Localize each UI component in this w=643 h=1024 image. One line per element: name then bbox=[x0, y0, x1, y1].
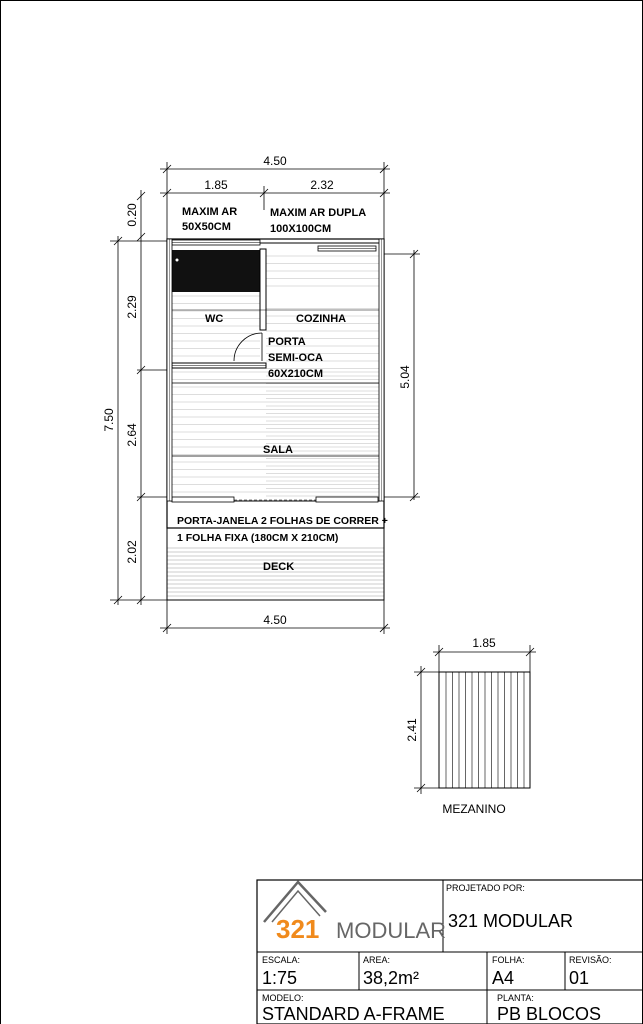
revisao-label: REVISÃO: bbox=[569, 955, 612, 965]
dim-left-deck: 2.02 bbox=[125, 540, 139, 564]
sliding-door-leaf-1 bbox=[172, 497, 234, 502]
folha-value: A4 bbox=[492, 968, 515, 988]
dim-top-total: 4.50 bbox=[263, 154, 287, 168]
label-window-double-2: 100X100CM bbox=[270, 223, 332, 235]
label-sala: SALA bbox=[263, 444, 293, 456]
dim-top-left: 1.85 bbox=[204, 178, 228, 192]
mezanino-label: MEZANINO bbox=[442, 802, 506, 816]
mezanino-plan bbox=[405, 636, 536, 816]
label-window-small-2: 50X50CM bbox=[182, 221, 231, 233]
dim-left-sala: 2.64 bbox=[125, 423, 139, 447]
wc-fixture bbox=[172, 250, 260, 292]
mezanino-height-dim: 2.41 bbox=[405, 718, 419, 742]
label-deck: DECK bbox=[263, 561, 295, 573]
mezanino-width-dim: 1.85 bbox=[472, 636, 496, 650]
logo-number: 321 bbox=[276, 914, 320, 944]
modelo-label: MODELO: bbox=[262, 993, 304, 1003]
planta-label: PLANTA: bbox=[497, 993, 534, 1003]
revisao-value: 01 bbox=[569, 968, 590, 988]
label-window-small-1: MAXIM AR bbox=[182, 206, 238, 218]
dim-right-inner: 5.04 bbox=[398, 365, 412, 389]
door-swing bbox=[234, 333, 262, 361]
title-block-text bbox=[262, 883, 612, 1024]
label-porta-janela-2: 1 FOLHA FIXA (180CM X 210CM) bbox=[177, 532, 339, 544]
label-porta-3: 60X210CM bbox=[268, 368, 324, 380]
area-label: AREA: bbox=[363, 955, 391, 965]
escala-value: 1:75 bbox=[262, 968, 298, 988]
label-cozinha: COZINHA bbox=[296, 313, 347, 325]
area-value: 38,2m² bbox=[363, 968, 420, 988]
folha-label: FOLHA: bbox=[492, 955, 525, 965]
escala-label: ESCALA: bbox=[262, 955, 301, 965]
wc-partition-wall bbox=[260, 249, 266, 330]
projetado-por-label: PROJETADO POR: bbox=[446, 883, 525, 893]
sliding-door-leaf-3 bbox=[316, 497, 378, 502]
label-window-double-1: MAXIM AR DUPLA bbox=[270, 207, 367, 219]
planta-value: PB BLOCOS bbox=[497, 1004, 602, 1024]
dim-left-total: 7.50 bbox=[102, 408, 116, 432]
label-porta-2: SEMI-OCA bbox=[268, 352, 323, 364]
floor-plan bbox=[102, 154, 420, 634]
label-porta-janela-1: PORTA-JANELA 2 FOLHAS DE CORRER + bbox=[177, 515, 388, 527]
dim-left-top: 0.20 bbox=[125, 203, 139, 227]
dim-top-right: 2.32 bbox=[310, 178, 334, 192]
logo-word: MODULAR bbox=[336, 918, 447, 943]
title-block bbox=[257, 880, 643, 1024]
label-wc: WC bbox=[205, 313, 224, 325]
modelo-value: STANDARD A-FRAME bbox=[262, 1004, 445, 1024]
projetado-por-value: 321 MODULAR bbox=[448, 911, 574, 931]
dim-left-wc: 2.29 bbox=[125, 295, 139, 319]
label-porta-1: PORTA bbox=[268, 336, 306, 348]
dim-bottom-total: 4.50 bbox=[263, 613, 287, 627]
